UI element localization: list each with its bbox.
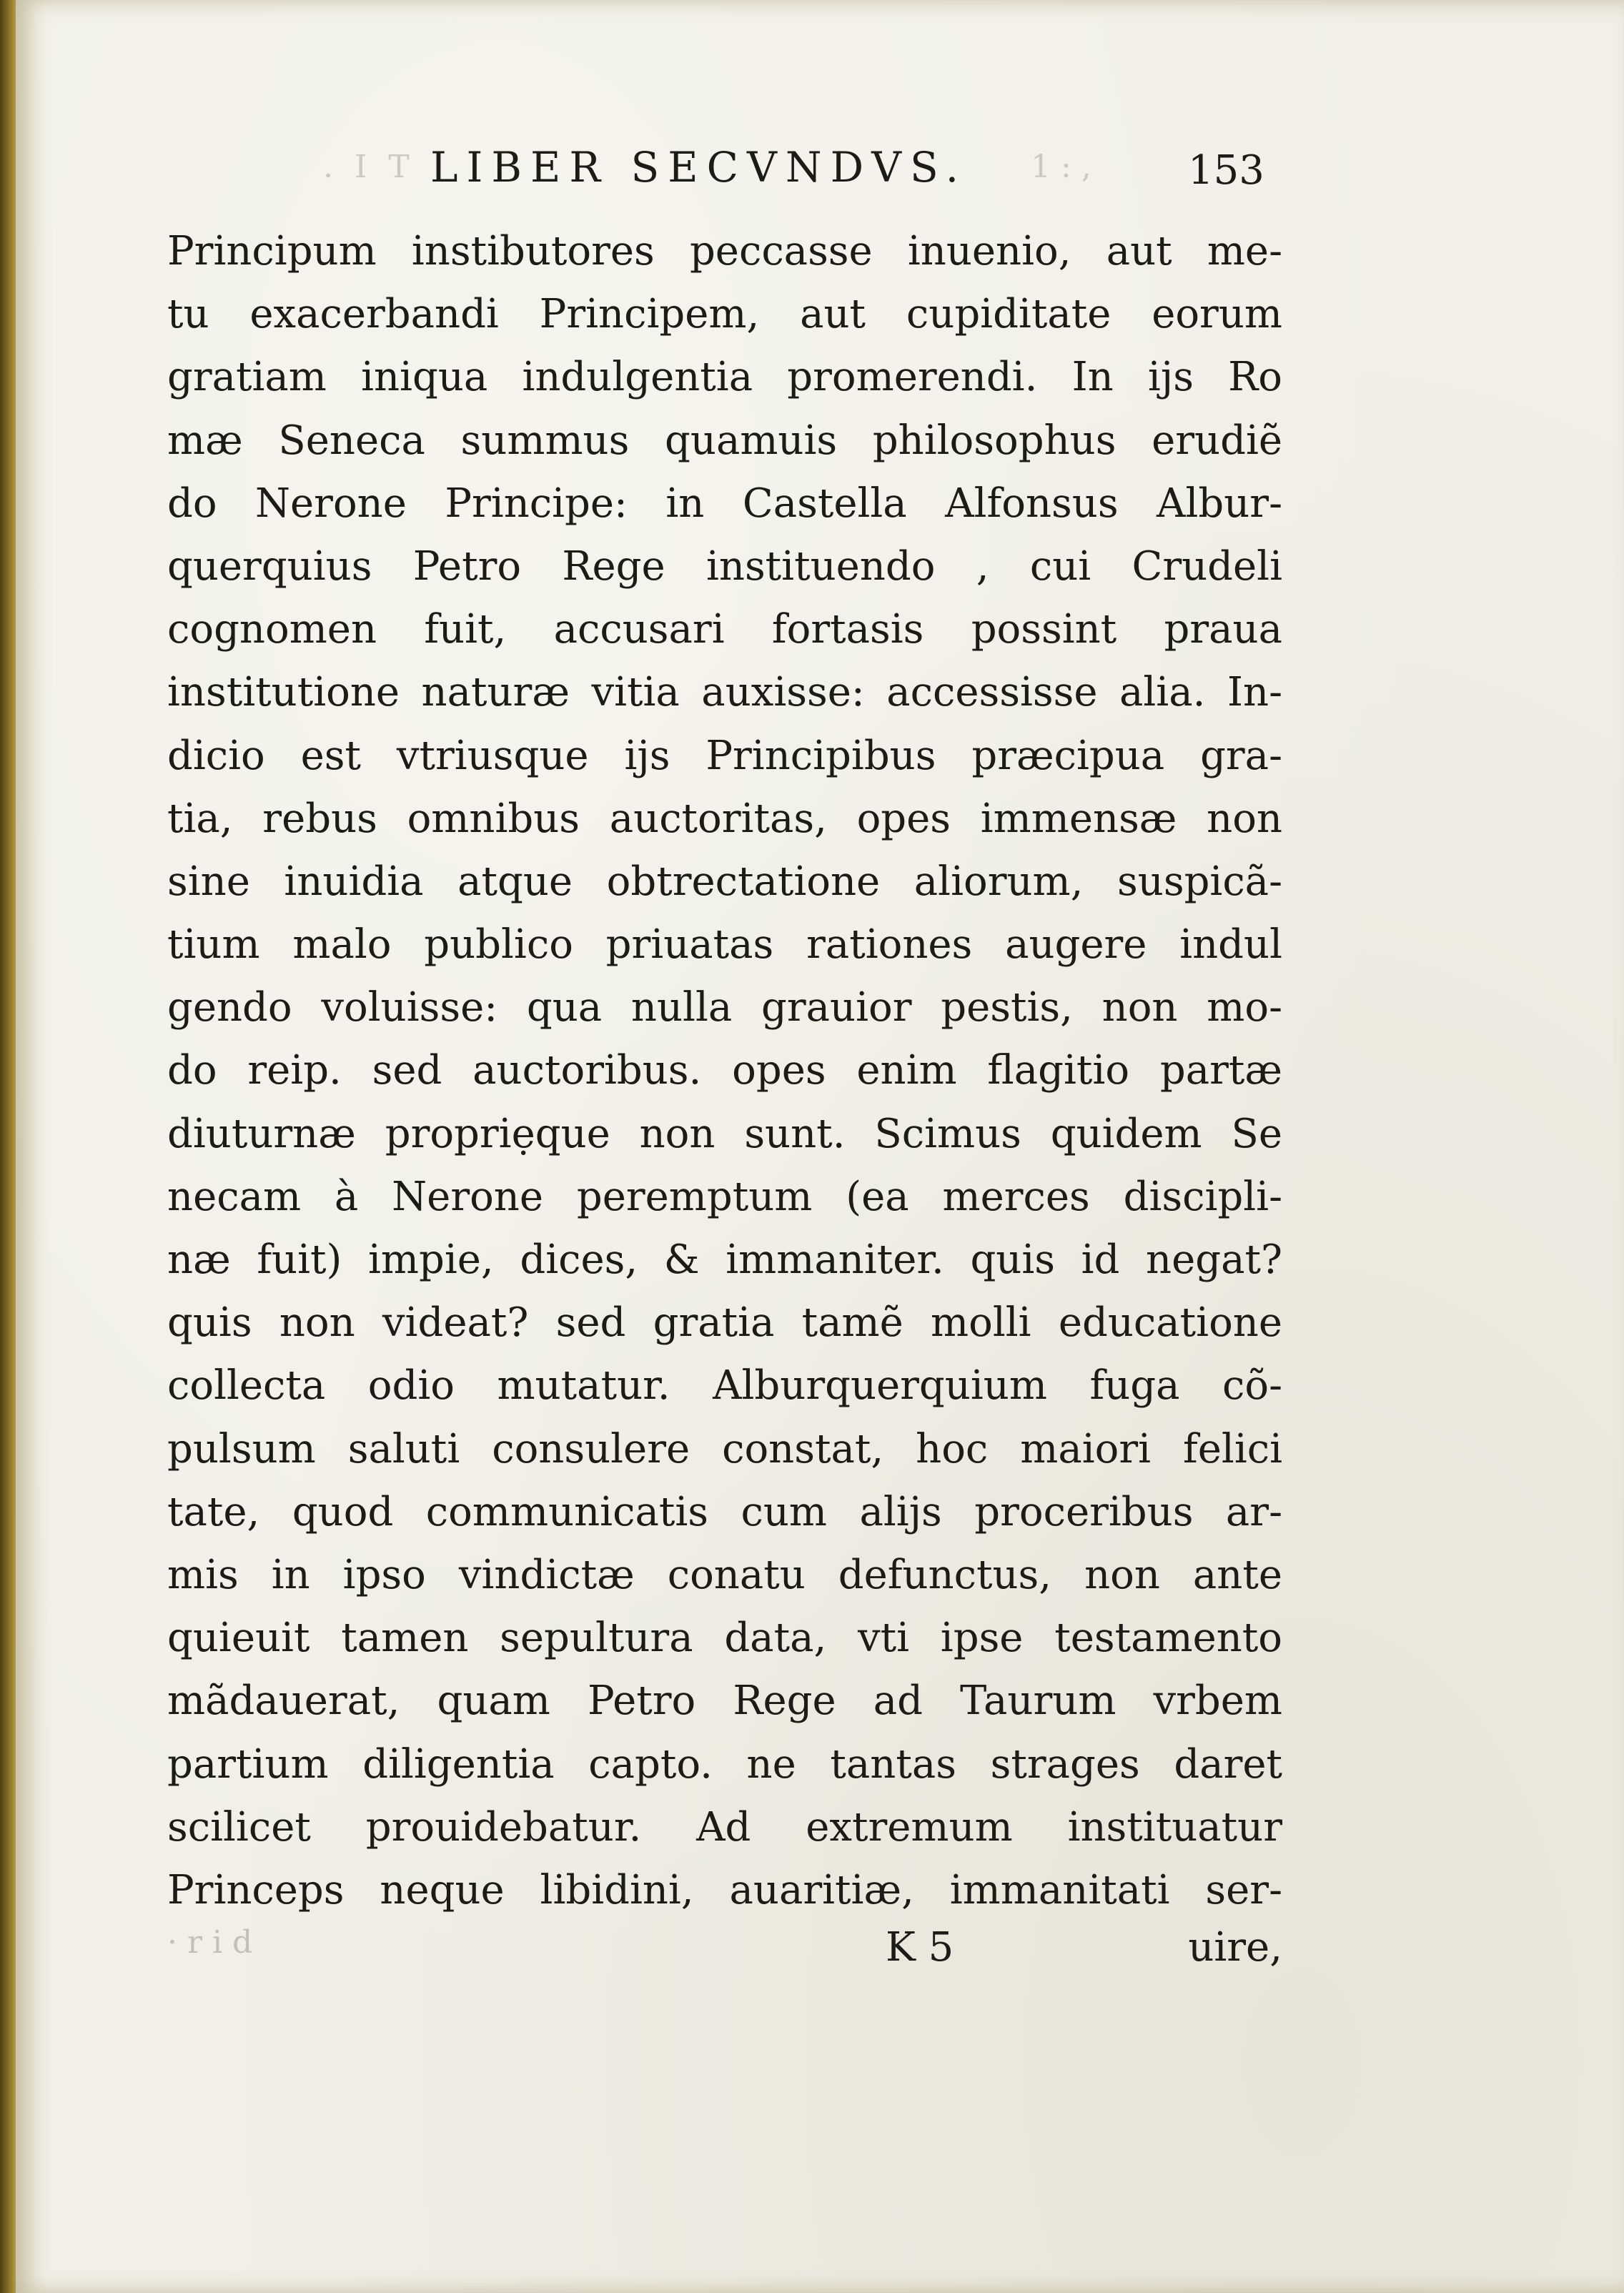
text-line: cognomen fuit, accusari fortasis possint praua <box>167 606 1282 653</box>
text-line: partium diligentia capto. ne tantas strages daret <box>167 1740 1282 1788</box>
book-spine-edge <box>0 0 16 2293</box>
page-number: 153 <box>1188 147 1264 194</box>
text-line: necam à Nerone peremptum (ea merces discipli- <box>167 1173 1282 1220</box>
text-line: dicio est vtriusque ijs Principibus præcipua gra- <box>167 732 1282 779</box>
text-line: gratiam iniqua indulgentia promerendi. In ijs Ro <box>167 354 1282 401</box>
signature-mark: K 5 <box>886 1924 954 1971</box>
running-title: LIBER SECVNDVS. <box>430 143 968 192</box>
text-line: diuturnæ propriẹque non sunt. Scimus quidem Se <box>167 1110 1282 1157</box>
text-line: scilicet prouidebatur. Ad extremum instituatur <box>167 1803 1282 1851</box>
text-line: Principum instibutores peccasse inuenio, aut me- <box>167 228 1282 274</box>
text-line: quis non videat? sed gratia tamẽ molli educatione <box>167 1299 1282 1347</box>
text-line: collecta odio mutatur. Alburquerquium fuga cõ- <box>167 1362 1282 1410</box>
show-through-text-footer: · r i d <box>167 1924 253 1961</box>
body-text <box>167 220 1282 1922</box>
running-head <box>16 129 1624 200</box>
show-through-text-left: . I T <box>323 149 415 185</box>
text-line: do reip. sed auctoribus. opes enim flagitio partæ <box>167 1047 1282 1094</box>
text-line: Princeps neque libidini, auaritiæ, immanitati ser- <box>167 1866 1282 1913</box>
text-line: mis in ipso vindictæ conatu defunctus, non ante <box>167 1551 1282 1598</box>
text-line: næ fuit) impie, dices, & immaniter. quis id negat? <box>167 1237 1282 1283</box>
text-line: querquius Petro Rege instituendo , cui Crudeli <box>167 543 1282 590</box>
catchword: uire, <box>1188 1924 1282 1971</box>
text-line: tium malo publico priuatas rationes augere indul <box>167 921 1282 969</box>
text-line: tia, rebus omnibus auctoritas, opes immensæ non <box>167 795 1282 842</box>
text-line: do Nerone Principe: in Castella Alfonsus Albur- <box>167 480 1282 527</box>
text-line: gendo voluisse: qua nulla grauior pestis, non mo- <box>167 984 1282 1031</box>
text-line: tate, quod communicatis cum alijs proceribus ar- <box>167 1488 1282 1535</box>
book-page <box>16 0 1624 2293</box>
page-footer <box>167 1924 1282 1989</box>
text-line: institutione naturæ vitia auxisse: accessisse alia. In- <box>167 669 1282 716</box>
text-line: mæ Seneca summus quamuis philosophus erudiẽ <box>167 417 1282 464</box>
show-through-text-right: 1 : , <box>1031 149 1091 185</box>
text-line: sine inuidia atque obtrectatione aliorum, suspicã- <box>167 858 1282 905</box>
text-line: quieuit tamen sepultura data, vti ipse testamento <box>167 1615 1282 1662</box>
text-line: pulsum saluti consulere constat, hoc maiori felici <box>167 1425 1282 1472</box>
text-line: tu exacerbandi Principem, aut cupiditate eorum <box>167 291 1282 338</box>
text-line: mãdauerat, quam Petro Rege ad Taurum vrbem <box>167 1678 1282 1725</box>
